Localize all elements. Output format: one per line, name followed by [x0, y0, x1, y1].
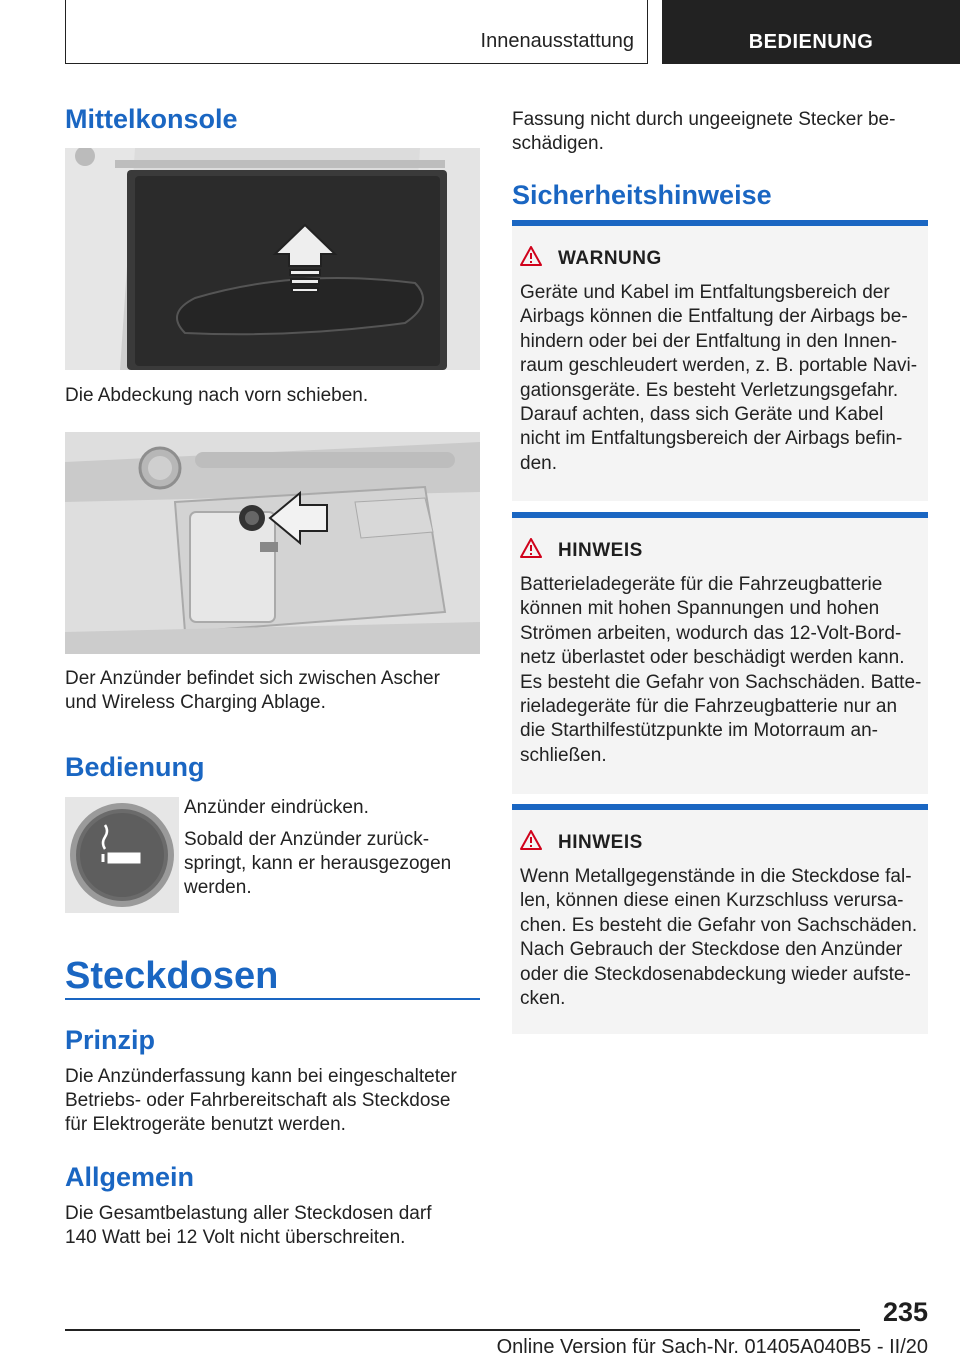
notice-hinweis-metal [512, 804, 928, 1034]
notice-warning [512, 220, 928, 501]
photo-lighter-button [65, 797, 179, 913]
warning-triangle-icon [520, 830, 542, 855]
heading-mittelkonsole: Mittelkonsole [65, 104, 238, 134]
heading-allgemein: Allgemein [65, 1162, 195, 1192]
notice-label: HINWEIS [558, 831, 643, 853]
notice-text: Batterieladegeräte für die Fahrzeugbatterie können mit hohen Spannungen und hohen Strömen arbeiten, wodurch das 12-Volt-Bordnetz überlastet oder beschädigt werden kann. Es besteht die Gefahr von Sachschäden. Batterieladegeräte für die Fahrzeugbatterie nur an die Starthilfestützpunkte im Motorraum anschließen. [520, 574, 922, 766]
warning-triangle-icon [520, 246, 542, 271]
allgemein-text: Die Gesamtbelastung aller Steckdosen darf 140 Watt bei 12 Volt nicht überschreiten. [65, 1203, 432, 1248]
notice-text: Wenn Metallgegenstände in die Steckdose fallen, können diese einen Kurzschluss verursachen. Es besteht die Gefahr von Sachschäden. Nach Gebrauch der Steckdose den Anzünder oder die Steckdosenabdeckung wieder aufstecken. [520, 866, 918, 1010]
heading-bedienung: Bedienung [65, 752, 205, 782]
heading-steckdosen: Steckdosen [65, 955, 279, 997]
notice-label: WARNUNG [558, 247, 662, 269]
warning-triangle-icon [520, 538, 542, 563]
intro-text: Fassung nicht durch ungeeignete Stecker beschädigen. [512, 109, 896, 154]
prinzip-text: Die Anzünderfassung kann bei eingeschalteter Betriebs- oder Fahrbereitschaft als Steckdose für Elektrogeräte benutzt werden. [65, 1066, 457, 1135]
notice-bar [512, 512, 928, 518]
chapter-tab: BEDIENUNG [662, 0, 960, 64]
heading-sicherheitshinweise: Sicherheitshinweise [512, 180, 772, 210]
bedienung-step-1: Anzünder eindrücken. [184, 797, 369, 818]
page-number: 235 [882, 1297, 928, 1327]
photo-console-cover [65, 148, 480, 370]
notice-bar [512, 220, 928, 226]
notice-hinweis-battery [512, 512, 928, 794]
steckdosen-rule [65, 998, 480, 1000]
notice-text: Geräte und Kabel im Entfaltungsbereich der Airbags können die Entfaltung der Airbags behindern oder bei der Entfaltung in den Innenraum geschleudert werden, z. B. portable Navigationsgeräte. Es besteht Verletzungsgefahr. Darauf achten, dass sich Geräte und Kabel nicht im Entfaltungsbereich der Airbags befinden. [520, 282, 918, 474]
photo-lighter-location [65, 432, 480, 654]
notice-label: HINWEIS [558, 539, 643, 561]
footer-rule [65, 1329, 860, 1331]
caption-1: Die Abdeckung nach vorn schieben. [65, 385, 369, 406]
caption-2: Der Anzünder befindet sich zwischen Ascher und Wireless Charging Ablage. [65, 668, 440, 713]
bedienung-step-2: Sobald der Anzünder zurückspringt, kann er herausgezogen werden. [184, 829, 452, 898]
notice-bar [512, 804, 928, 810]
heading-prinzip: Prinzip [65, 1025, 156, 1055]
footer-version-text: Online Version für Sach-Nr. 01405A040B5 - II/20 [496, 1336, 928, 1358]
section-title: Innenausstattung [480, 30, 634, 52]
